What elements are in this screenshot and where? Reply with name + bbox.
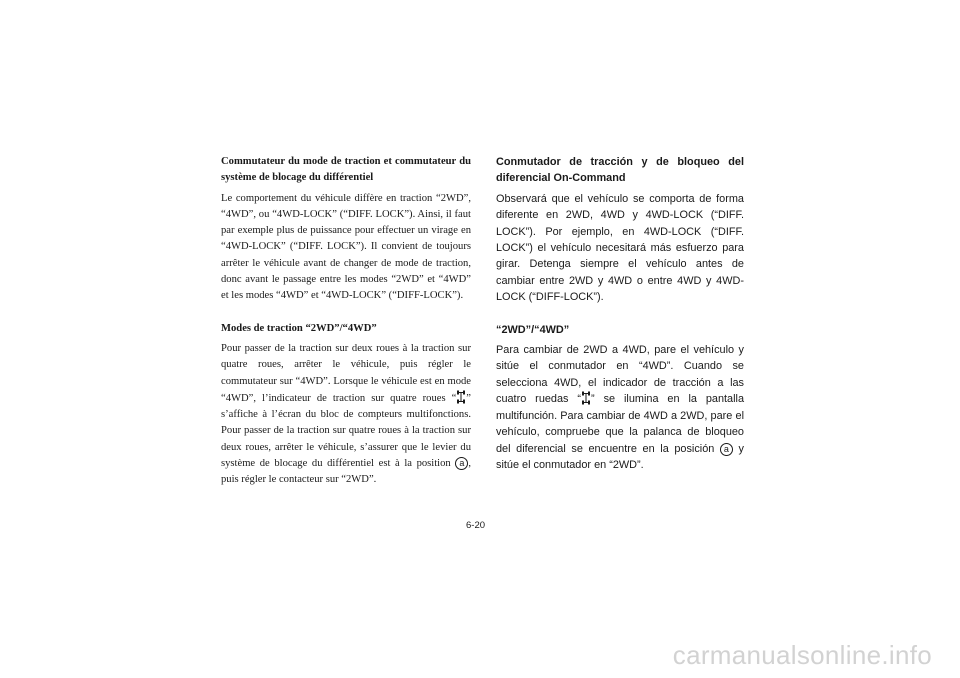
french-2wd-4wd-paragraph bbox=[221, 341, 471, 489]
page-number: 6-20 bbox=[466, 520, 486, 531]
spanish-heading-2wd-4wd: “2WD”/“4WD” bbox=[496, 323, 570, 336]
spanish-2wd-4wd-text-a: Para cambiar de 2WD a 4WD, pare el vehículo y sitúe el conmutador en “4WD”. Cuando se selecciona 4WD, el indicador de tracción a las cuatro ruedas “ bbox=[496, 344, 744, 406]
french-heading-2wd-4wd: Modes de traction “2WD”/“4WD” bbox=[221, 322, 377, 334]
spanish-heading-traction-switch: Conmutador de tracción y de bloqueo del diferencial On-Command bbox=[496, 156, 744, 185]
spanish-2wd-4wd-text-b: ” se ilumina en la pantalla multifunción. Para cambiar de 4WD a 2WD, pare el vehículo, compruebe que la palanca de bloqueo del diferencial se encuentre en la posición bbox=[496, 393, 745, 455]
position-a-marker: a bbox=[720, 443, 733, 456]
french-column bbox=[221, 154, 471, 489]
french-2wd-4wd-text-c: , puis régler le contacteur sur “2WD”. bbox=[221, 458, 471, 486]
four-wheel-drive-icon bbox=[581, 391, 591, 405]
french-2wd-4wd-text-b: ” s’affiche à l’écran du bloc de compteurs multifonctions. Pour passer de la traction sur quatre roues à la traction sur deux roues, arrêter le véhicule, s’assurer que le levier du système de blocage du différentiel est à la position bbox=[221, 392, 471, 470]
four-wheel-drive-icon bbox=[456, 390, 466, 404]
spanish-intro-paragraph: Observará que el vehículo se comporta de forma diferente en 2WD, 4WD y 4WD-LOCK (“DIFF. LOCK”). Por ejemplo, en 4WD-LOCK (“DIFF. LOCK”) el vehículo necesitará más esfuerzo para girar. Detenga siempre el vehículo antes de cambiar entre 2WD y 4WD o entre 4WD y 4WD-LOCK (“DIFF-LOCK”). bbox=[496, 192, 744, 304]
spanish-column bbox=[496, 154, 744, 473]
spanish-2wd-4wd-paragraph bbox=[496, 342, 744, 473]
french-2wd-4wd-text-a: Pour passer de la traction sur deux roues à la traction sur quatre roues, arrêter le véhicule, puis régler le commutateur sur “4WD”. Lorsque le véhicule est en mode “4WD”, l’indicateur de traction sur quatre roues “ bbox=[221, 342, 471, 404]
french-heading-traction-switch: Commutateur du mode de traction et commutateur du système de blocage du différentiel bbox=[221, 156, 471, 184]
position-a-marker: a bbox=[455, 457, 468, 470]
spanish-2wd-4wd-text-c: y sitúe el conmutador en “2WD”. bbox=[496, 442, 744, 471]
watermark: carmanualsonline.info bbox=[672, 640, 932, 670]
french-intro-paragraph: Le comportement du véhicule diffère en traction “2WD”, “4WD”, ou “4WD-LOCK” (“DIFF. LOCK”). Ainsi, il faut par exemple plus de puissance pour effectuer un virage en “4WD-LOCK” (“DIFF. LOCK”). Il convient de toujours arrêter le véhicule avant de changer de mode de traction, donc avant le passage entre les modes “2WD” et “4WD” et les modes “4WD” et “4WD-LOCK” (“DIFF-LOCK”). bbox=[221, 192, 471, 302]
